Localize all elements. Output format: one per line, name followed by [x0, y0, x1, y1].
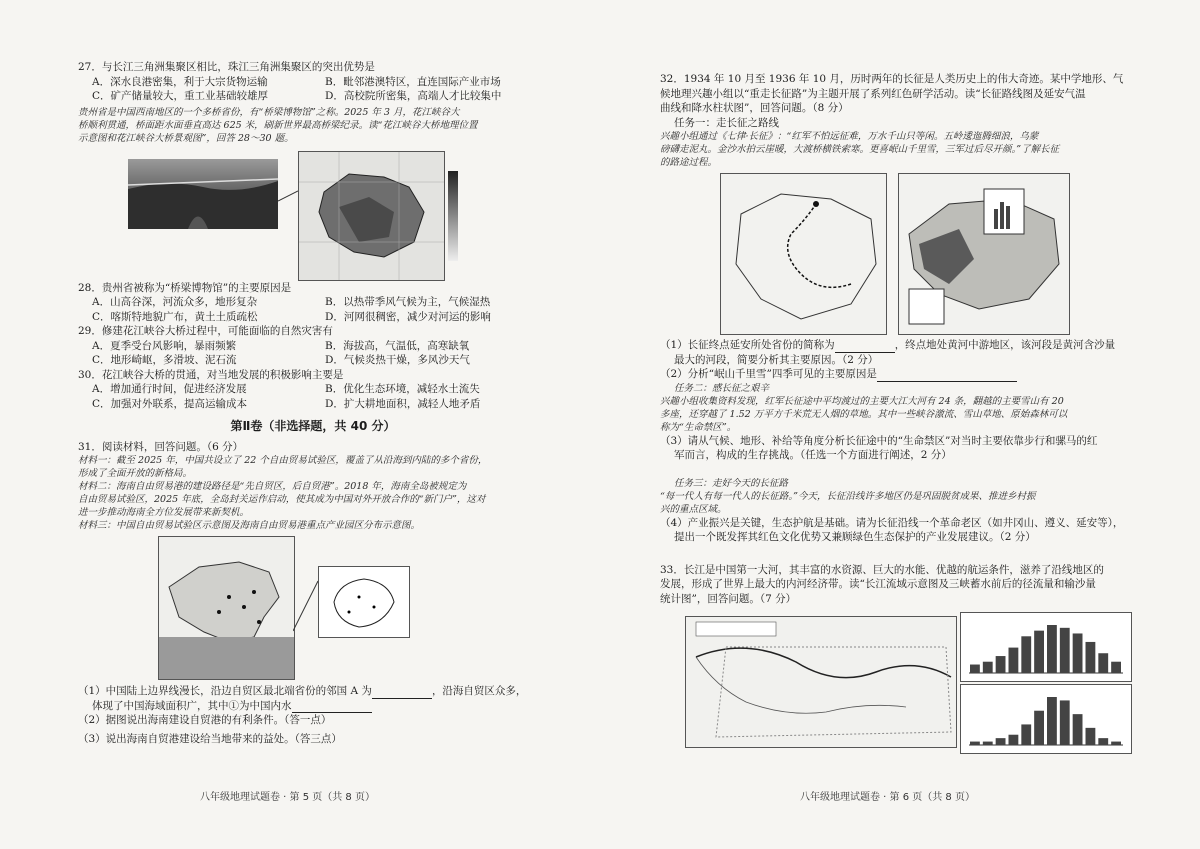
task1-title: 任务一：走长征之路线 [674, 116, 779, 129]
chart-bar [1009, 648, 1019, 673]
q33-stem: 33．长江是中国第一大河，其丰富的水资源、巨大的水能、优越的航运条件，滋养了沿线地区的 [660, 563, 1104, 576]
q27-option-c: C．矿产储量较大，重工业基础较雄厚 [92, 90, 269, 102]
chart-bar [1111, 742, 1121, 745]
q30-option-a: A．增加通行时间，促进经济发展 [92, 383, 247, 395]
china-relief-icon [899, 174, 1069, 334]
q31-part2: （2）据图说出海南建设自贸港的有利条件。（答一点） [78, 714, 332, 726]
q31-part1 [78, 684, 548, 699]
q29-options [78, 339, 548, 368]
yangtze-figures [660, 612, 1130, 752]
chart-bar [1047, 697, 1057, 745]
long-march-figures [660, 173, 1130, 338]
q28-option-b: B．以热带季风气候为主，气候湿热 [325, 296, 491, 308]
q31-part3: （3）说出海南自贸港建设给当地带来的益处。（答三点） [78, 732, 342, 745]
chart-bar [1073, 633, 1083, 673]
q29-option-c: C．地形崎岖，多滑坡、泥石流 [92, 354, 237, 366]
left-column [78, 60, 548, 746]
chart-bar [970, 742, 980, 745]
page-footer-right: 八年级地理试题卷 · 第 6 页（共 8 页） [800, 792, 975, 803]
q30-option-b: B．优化生态环境，减轻水土流失 [325, 383, 480, 395]
long-march-route-map [720, 173, 887, 335]
material-line: 进一步推动海南全方位发展带来新契机。 [78, 507, 250, 518]
q30-options [78, 382, 548, 411]
chart-bar [1009, 735, 1019, 745]
q32-part3: （3）请从气候、地形、补给等角度分析长征途中的“生命禁区”对当时主要依靠步行和骡马的红 [660, 434, 1098, 447]
q30-option-d: D．扩大耕地面积，减轻人地矛盾 [325, 397, 481, 410]
yangtze-river-icon [686, 617, 956, 747]
material-line: 材料二：海南自由贸易港的建设路径是“先自贸区，后自贸港”。2018 年，海南全岛被规定为 [78, 481, 467, 492]
q27-option-a: A．深水良港密集，利于大宗货物运输 [92, 75, 268, 88]
chart-bar [1073, 714, 1083, 745]
chart-bar [1086, 642, 1096, 673]
q31-materials [78, 454, 548, 532]
q32-part1-text-b: ，终点地处黄河中游地区，该河段是黄河含沙量 [894, 339, 1116, 351]
task-line: 兴趣小组通过《七律·长征》：“红军不怕远征难，万水千山只等闲。五岭逶迤腾细浪，乌蒙 [660, 131, 1039, 142]
q32-part1-cont: 最大的河段，简要分析其主要原因。（2 分） [674, 353, 879, 366]
chart-bar [996, 656, 1006, 673]
q31-part1-cont [78, 699, 548, 714]
chart-bar [1060, 628, 1070, 673]
task-line: 兴趣小组收集资料发现，红军长征途中平均渡过的主要大江大河有 24 条，翻越的主要雪山有 20 [660, 395, 1064, 407]
task2-title: 任务二：感长征之艰辛 [674, 382, 770, 394]
task-line: 兴的重点区域。 [660, 503, 727, 515]
china-climate-map [898, 173, 1070, 335]
q32-part3-cont: 军而言，构成的生存挑战。（任选一个方面进行阐述，2 分） [674, 449, 952, 461]
q32-part1 [660, 338, 1130, 353]
q31-part1-text: （1）中国陆上边界线漫长，沿边自贸区最北端省份的邻国 A 为 [78, 685, 372, 697]
elevation-legend [448, 171, 458, 261]
yangtze-basin-map [685, 616, 957, 748]
chart-bar [1021, 724, 1031, 745]
q28-stem: 28．贵州省被称为“桥梁博物馆”的主要原因是 [78, 281, 292, 294]
q32-part1-text: （1）长征终点延安所处省份的简称为 [660, 339, 835, 351]
q33-stem: 发展，形成了世界上最大的内河经济带。读“长江流域示意图及三峡蓄水前后的径流量和输沙量 [660, 578, 1096, 590]
q32-part2-text: （2）分析“岷山千里雪”四季可见的主要原因是 [660, 368, 877, 380]
chart-bar [1060, 700, 1070, 745]
q27-options [78, 75, 548, 104]
task2-passage [660, 395, 1130, 434]
q30-stem: 30．花江峡谷大桥的贯通，对当地发展的积极影响主要是 [78, 368, 344, 381]
china-map-icon [159, 537, 294, 679]
q31-stem: 31．阅读材料，回答问题。（6 分） [78, 440, 244, 453]
chart-bar [1034, 631, 1044, 673]
material-line: 自由贸易试验区，2025 年底，全岛封关运作启动，使其成为中国对外开放合作的“新门户”，这对 [78, 494, 486, 505]
q32-part2 [660, 367, 1130, 382]
chart-bar [1086, 728, 1096, 745]
guizhou-figures [78, 151, 548, 281]
task-line: 多座，还穿越了 1.52 万平方千米荒无人烟的草地。其中一些峡谷激流、雪山草地、原始森林可以 [660, 408, 1068, 420]
q28-options [78, 295, 548, 324]
q29-option-b: B．海拔高，气温低，高寒缺氧 [325, 339, 470, 352]
q29-option-d: D．气候炎热干燥，多风沙天气 [325, 354, 470, 366]
reading-line: 桥顺利贯通，桥面距水面垂直高达 625 米，刷新世界最高桥梁纪录。读“花江峡谷大桥地理位置 [78, 119, 478, 131]
page-footer-left: 八年级地理试题卷 · 第 5 页（共 8 页） [200, 792, 375, 803]
task3-title: 任务三：走好今天的长征路 [674, 477, 789, 489]
pointer-line-icon [293, 576, 318, 636]
task-line: 称为“生命禁区”。 [660, 421, 737, 433]
chart-bar [1098, 738, 1108, 745]
q30-option-c: C．加强对外联系，提高运输成本 [92, 397, 248, 410]
chart-bar [983, 742, 993, 745]
q33-stem: 统计图”，回答问题。（7 分） [660, 592, 797, 605]
chart-bar [1111, 662, 1121, 673]
q28-option-a: A．山高谷深，河流众多，地形复杂 [92, 296, 258, 308]
task-line: “每一代人有每一代人的长征路。”今天，长征沿线许多地区仍是巩固脱贫成果、推进乡村振 [660, 490, 1036, 502]
q32-part4: （4）产业振兴是关键，生态护航是基础。请为长征沿线一个革命老区（如井冈山、遵义、延安等）， [660, 516, 1124, 529]
chart-bar [996, 738, 1006, 745]
q27-stem: 27．与长江三角洲集聚区相比，珠江三角洲集聚区的突出优势是 [78, 61, 375, 73]
section-2-title: 第Ⅱ卷（非选择题，共 40 分） [230, 419, 396, 433]
right-page [600, 0, 1200, 849]
task-line: 的路途过程。 [660, 157, 718, 168]
answer-blank[interactable] [877, 381, 1017, 382]
runoff-bar-chart [960, 612, 1132, 682]
china-ftz-map [158, 536, 295, 680]
sediment-bar-chart [960, 684, 1132, 754]
q31-part1-text-c: 体现了中国海域面积广，其中①为中国内水 [92, 699, 292, 712]
chart-bar [1098, 653, 1108, 673]
q32-stem: 32．1934 年 10 月至 1936 年 10 月，历时两年的长征是人类历史上的伟大奇迹。某中学地形、气 [660, 73, 1124, 85]
bridge-photo [128, 159, 278, 229]
chart-bar [970, 665, 980, 673]
pointer-line-icon [278, 186, 298, 216]
q31-part1-text-b: ，沿海自贸区众多， [431, 685, 527, 697]
q28-option-d: D．河网很稠密，减少对河运的影响 [325, 310, 491, 323]
task3-passage [660, 490, 1130, 516]
chart-bar [1034, 711, 1044, 745]
q32-stem: 曲线和降水柱状图”，回答问题。（8 分） [660, 102, 849, 114]
q27-option-d: D．高校院所密集，高端人才比较集中 [325, 90, 502, 102]
q28-option-c: C．喀斯特地貌广布，黄土土质疏松 [92, 310, 258, 323]
reading-line: 示意图和花江峡谷大桥景观图”，回答 28～30 题。 [78, 132, 294, 144]
material-line: 材料三：中国自由贸易试验区示意图及海南自由贸易港重点产业园区分布示意图。 [78, 520, 421, 531]
q32-stem: 候地理兴趣小组以“重走长征路”为主题开展了系列红色研学活动。读“长征路线图及延安气温 [660, 87, 1086, 100]
hainan-map [318, 566, 410, 638]
q29-option-a: A．夏季受台风影响，暴雨频繁 [92, 339, 237, 352]
reading-line: 贵州省是中国西南地区的一个多桥省份，有“桥梁博物馆”之称。2025 年 3 月，花江峡谷大 [78, 106, 460, 118]
route-map-icon [721, 174, 886, 334]
task1-passage [660, 130, 1130, 169]
answer-blank[interactable] [372, 698, 432, 699]
q32-part4-cont: 提出一个既发挥其红色文化优势又兼顾绿色生态保护的产业发展建议。（2 分） [674, 531, 1036, 543]
bridge-landscape-icon [128, 159, 278, 229]
task-line: 磅礴走泥丸。金沙水拍云崖暖，大渡桥横铁索寒。更喜岷山千里雪，三军过后尽开颜。”了解长征 [660, 144, 1060, 155]
material-line: 材料一：截至 2025 年，中国共设立了 22 个自由贸易试验区，覆盖了从沿海到内陆的多个省份， [78, 455, 488, 466]
chart-bar [983, 662, 993, 673]
chart-bar [1047, 625, 1057, 673]
hainan-island-icon [319, 567, 409, 637]
q29-stem: 29．修建花江峡谷大桥过程中，可能面临的自然灾害有 [78, 325, 333, 337]
ftz-figures [78, 536, 548, 684]
reading-passage [78, 106, 548, 145]
material-line: 形成了全面开放的新格局。 [78, 468, 193, 479]
guizhou-province-icon [299, 152, 444, 280]
chart-bar [1021, 636, 1031, 673]
q27-option-b: B．毗邻港澳特区，直连国际产业市场 [325, 75, 501, 88]
right-column [660, 72, 1130, 752]
guizhou-map [298, 151, 445, 281]
